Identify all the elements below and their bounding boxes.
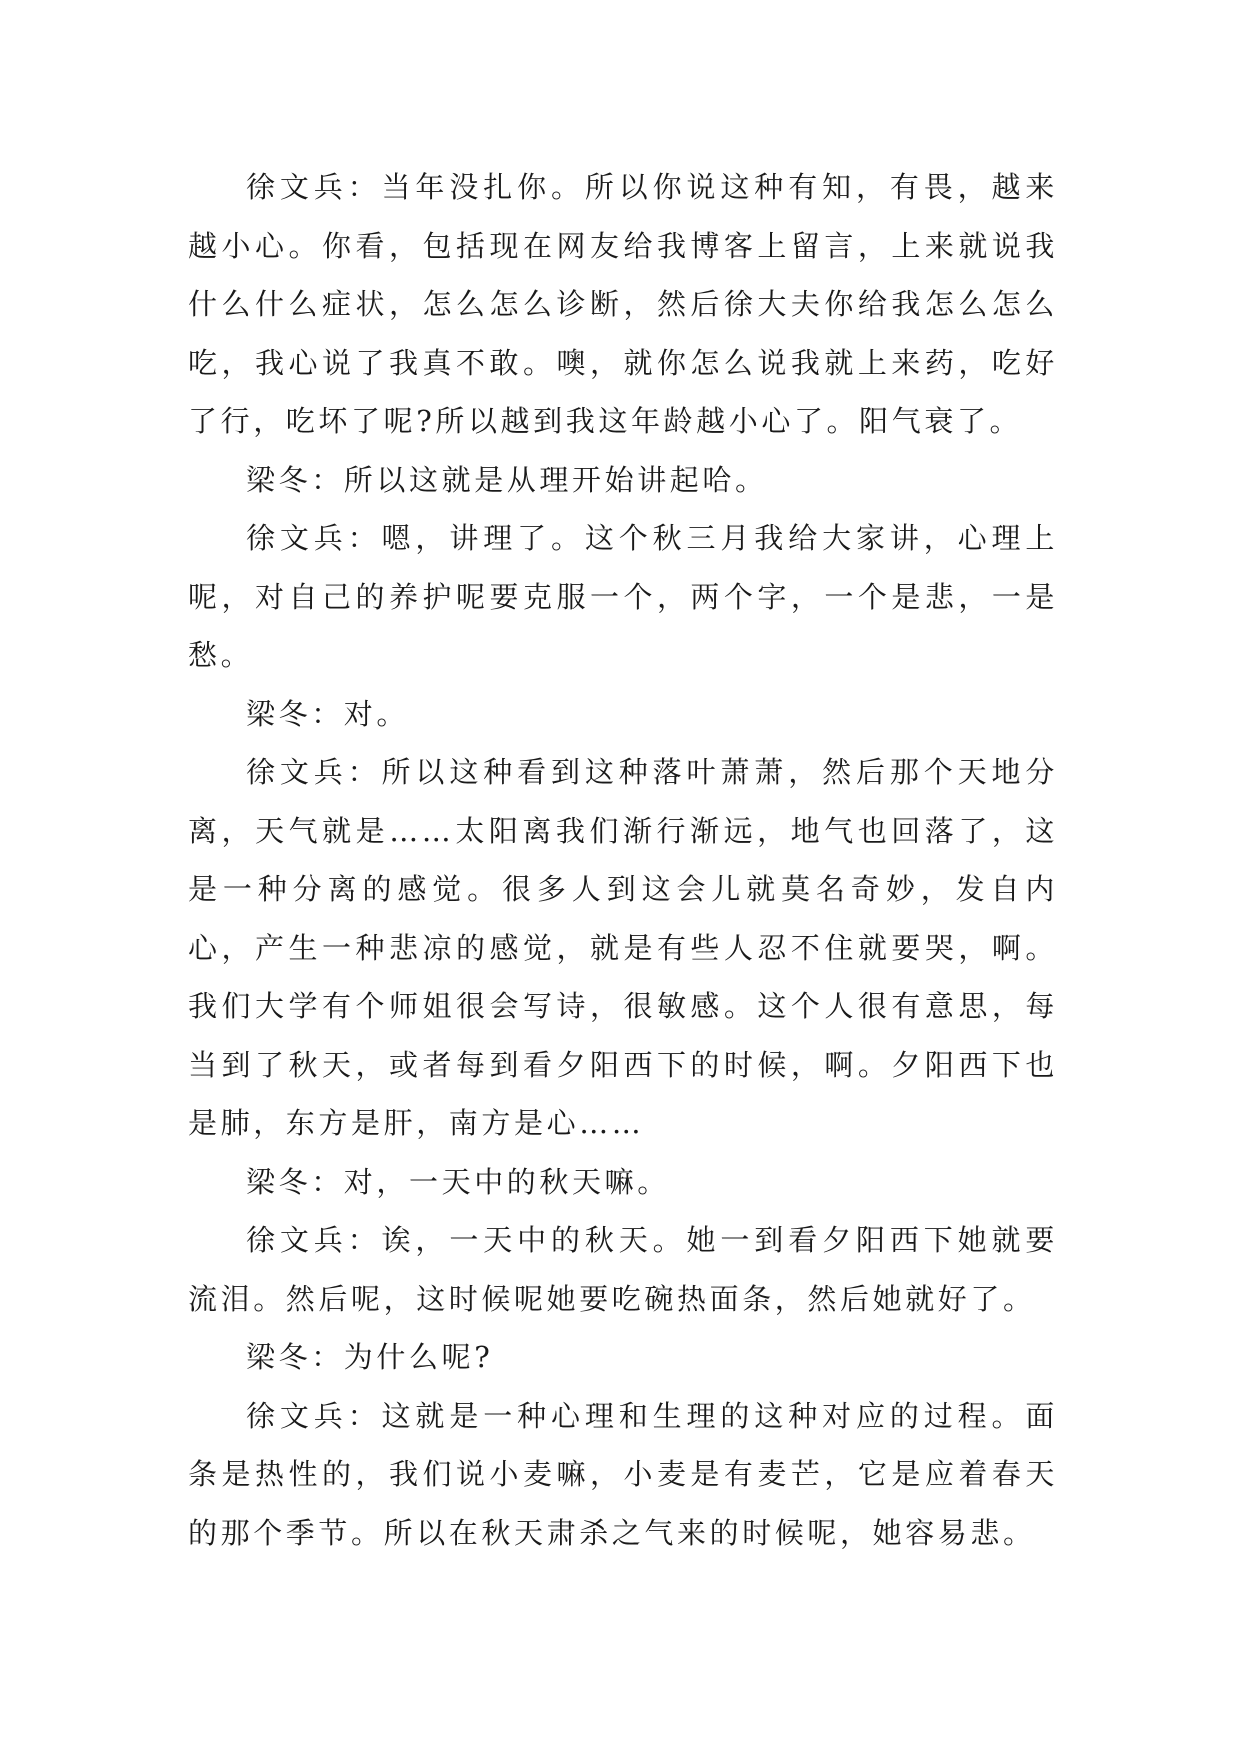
paragraph: 徐文兵：诶，一天中的秋天。她一到看夕阳西下她就要流泪。然后呢，这时候呢她要吃碗热面条，然后她就好了。 [188,1223,1058,1316]
paragraph: 徐文兵：嗯，讲理了。这个秋三月我给大家讲，心理上呢，对自己的养护呢要克服一个，两个字，一个是悲，一是愁。 [188,521,1058,672]
paragraph: 徐文兵：当年没扎你。所以你说这种有知，有畏，越来越小心。你看，包括现在网友给我博客上留言，上来就说我什么什么症状，怎么怎么诊断，然后徐大夫你给我怎么怎么吃，我心说了我真不敢。噢，就你怎么说我就上来药，吃好了行，吃坏了呢?所以越到我这年龄越小心了。阳气衰了。 [188,170,1058,438]
document-body [188,158,1058,1562]
paragraph: 徐文兵：这就是一种心理和生理的这种对应的过程。面条是热性的，我们说小麦嘛，小麦是有麦芒，它是应着春天的那个季节。所以在秋天肃杀之气来的时候呢，她容易悲。 [188,1398,1058,1550]
paragraph: 梁冬：对。 [246,696,410,731]
paragraph: 梁冬：对，一天中的秋天嘛。 [246,1164,670,1199]
paragraph: 徐文兵：所以这种看到这种落叶萧萧，然后那个天地分离，天气就是……太阳离我们渐行渐远，地气也回落了，这是一种分离的感觉。很多人到这会儿就莫名奇妙，发自内心，产生一种悲凉的感觉，就是有些人忍不住就要哭，啊。我们大学有个师姐很会写诗，很敏感。这个人很有意思，每当到了秋天，或者每到看夕阳西下的时候，啊。夕阳西下也是肺，东方是肝，南方是心…… [188,755,1058,1140]
paragraph: 梁冬：为什么呢? [246,1340,494,1374]
paragraph: 梁冬：所以这就是从理开始讲起哈。 [246,462,768,497]
